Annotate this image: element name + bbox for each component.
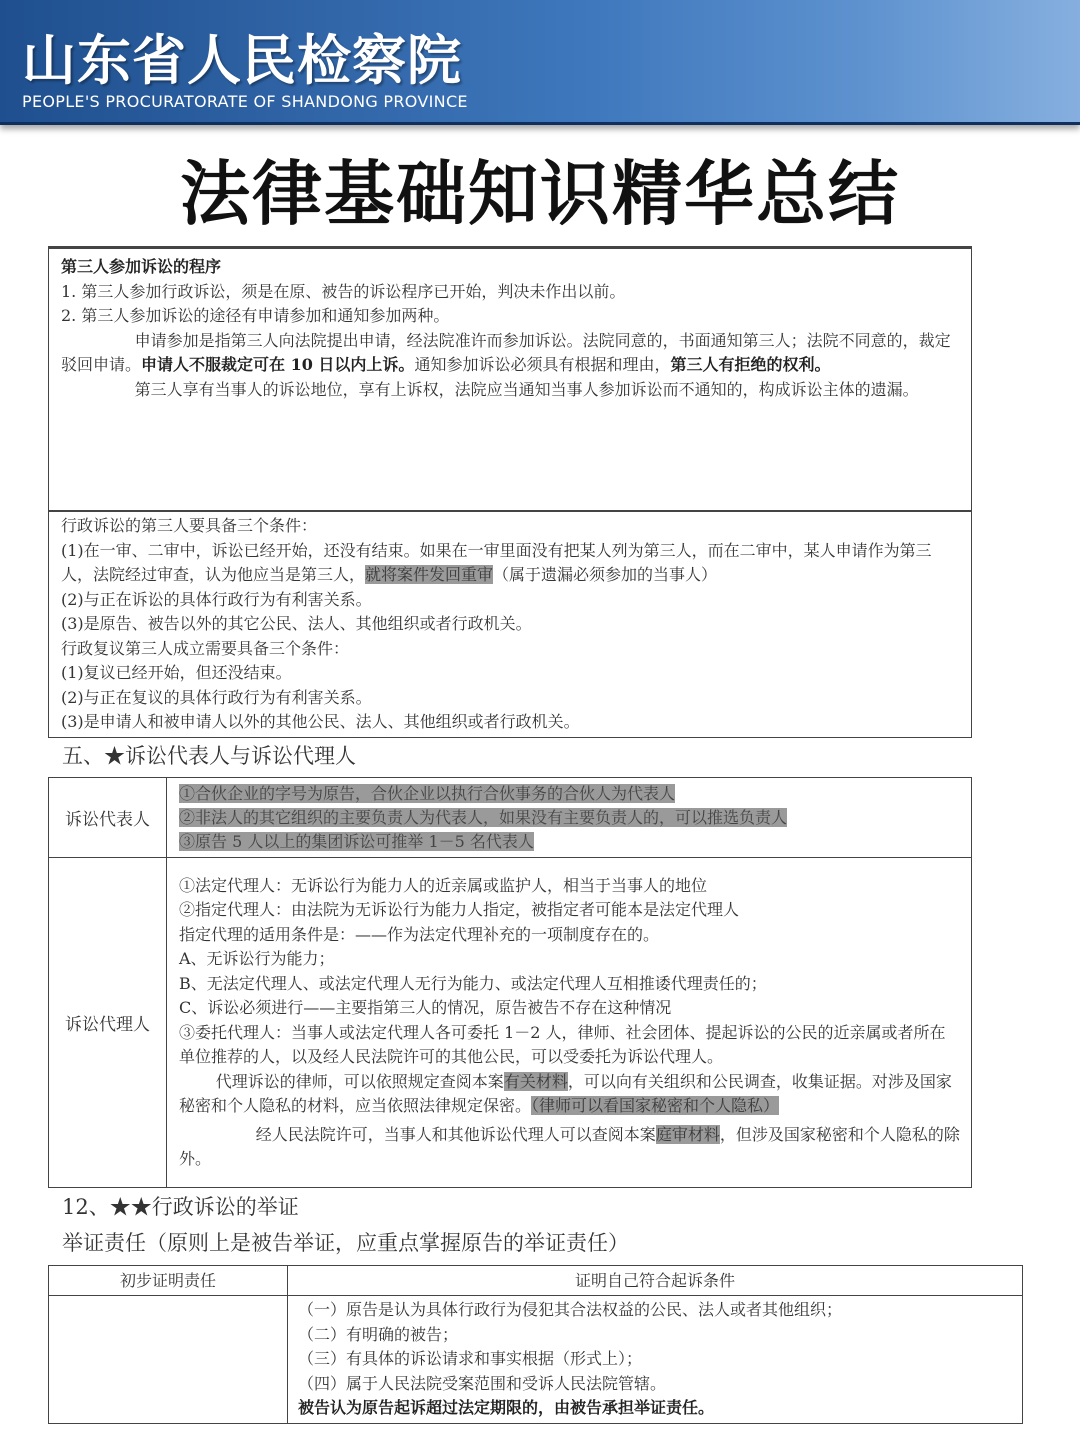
column-header-preliminary: 初步证明责任 xyxy=(49,1266,288,1296)
section1-line1: 1. 第三人参加行政诉讼，须是在原、被告的诉讼程序已开始，判决未作出以前。 xyxy=(61,281,626,301)
agent-para-parties: 经人民法院许可，当事人和其他诉讼代理人可以查阅本案庭审材料，但涉及国家秘密和个人隐私的除外。 xyxy=(179,1124,960,1168)
agent-line-5: B、无法定代理人、或法定代理人无行为能力、或法定代理人互相推诿代理责任的； xyxy=(179,973,767,993)
condition-item-3: （三）有具体的诉讼请求和事实根据（形式上）； xyxy=(298,1349,643,1368)
section1-para1: 申请参加是指第三人向法院提出申请，经法院准许而参加诉讼。法院同意的，书面通知第三人；法院不同意的，裁定驳回申请。申请人不服裁定可在 10 日以内上诉。通知参加诉讼必须具有根据和理由，第三人有拒绝的权利。 xyxy=(61,330,951,374)
row-label-representative: 诉讼代表人 xyxy=(49,778,167,858)
table-row xyxy=(49,1296,1023,1424)
evidence-subheading: 举证责任（原则上是被告举证，应重点掌握原告的举证责任） xyxy=(62,1231,629,1255)
agent-para-lawyer: 代理诉讼的律师，可以依照规定查阅本案有关材料，可以向有关组织和公民调查，收集证据。对涉及国家秘密和个人隐私的材料，应当依照法律规定保密。（律师可以看国家秘密和个人隐私） xyxy=(179,1071,952,1115)
section-third-party-conditions xyxy=(48,510,972,738)
column-header-conditions: 证明自己符合起诉条件 xyxy=(288,1266,1023,1296)
section2-condition-1: (1)在一审、二审中，诉讼已经开始，还没有结束。如果在一审里面没有把某人列为第三人，而在二审中，某人申请作为第三人，法院经过审查，认为他应当是第三人，就将案件发回重审（属于遗漏必须参加的当事人） xyxy=(61,540,932,584)
condition-item-4: （四）属于人民法院受案范围和受诉人民法院管辖。 xyxy=(298,1373,667,1393)
representative-item-3: ③原告 5 人以上的集团诉讼可推举 1－5 名代表人 xyxy=(179,831,534,851)
banner-subtitle: PEOPLE'S PROCURATORATE OF SHANDONG PROVINCE xyxy=(22,92,468,111)
agent-line-1: ①法定代理人：无诉讼行为能力人的近亲属或监护人，相当于当事人的地位 xyxy=(179,875,708,895)
agent-line-7: ③委托代理人：当事人或法定代理人各可委托 1－2 人，律师、社会团体、提起诉讼的公民的近亲属或者所在单位推荐的人，以及经人民法院许可的其他公民，可以受委托为诉讼代理人。 xyxy=(179,1022,946,1066)
section2-review-2: (2)与正在复议的具体行政行为有利害关系。 xyxy=(61,687,372,707)
condition-item-1: （一）原告是认为具体行政行为侵犯其合法权益的公民、法人或者其他组织； xyxy=(298,1300,843,1319)
table-row xyxy=(49,1266,1023,1296)
table-row xyxy=(49,858,972,1188)
agent-line-3: 指定代理的适用条件是：——作为法定代理补充的一项制度存在的。 xyxy=(179,924,660,944)
section2-review-1: (1)复议已经开始，但还没结束。 xyxy=(61,663,292,682)
representative-item-1: ①合伙企业的字号为原告，合伙企业以执行合伙事务的合伙人为代表人 xyxy=(179,783,676,803)
section1-line2: 2. 第三人参加诉讼的途径有申请参加和通知参加两种。 xyxy=(61,306,450,325)
representative-item-2: ②非法人的其它组织的主要负责人为代表人，如果没有主要负责人的，可以推选负责人 xyxy=(179,807,788,827)
agent-line-4: A、无诉讼行为能力； xyxy=(179,949,335,968)
section2-title: 行政诉讼的第三人要具备三个条件： xyxy=(61,516,318,535)
condition-note: 被告认为原告起诉超过法定期限的，由被告承担举证责任。 xyxy=(298,1398,715,1417)
section2-title2: 行政复议第三人成立需要具备三个条件： xyxy=(61,638,350,658)
section1-para2: 第三人享有当事人的诉讼地位，享有上诉权，法院应当通知当事人参加诉讼而不通知的，构成诉讼主体的遗漏。 xyxy=(134,379,919,399)
section2-condition-3: (3)是原告、被告以外的其它公民、法人、其他组织或者行政机关。 xyxy=(61,614,532,633)
heading-evidence: 12、★★行政诉讼的举证 xyxy=(62,1195,299,1219)
agent-line-2: ②指定代理人：由法院为无诉讼行为能力人指定，被指定者可能本是法定代理人 xyxy=(179,900,740,919)
row-label-agent: 诉讼代理人 xyxy=(49,858,167,1188)
section2-review-3: (3)是申请人和被申请人以外的其他公民、法人、其他组织或者行政机关。 xyxy=(61,712,580,731)
condition-item-2: （二）有明确的被告； xyxy=(298,1324,459,1344)
agent-line-6: C、诉讼必须进行——主要指第三人的情况，原告被告不存在这种情况 xyxy=(179,998,672,1017)
heading-representatives: 五、★诉讼代表人与诉讼代理人 xyxy=(62,744,356,768)
section2-condition-2: (2)与正在诉讼的具体行政行为有利害关系。 xyxy=(61,589,372,609)
header-banner xyxy=(0,0,1080,125)
document-title: 法律基础知识精华总结 xyxy=(180,153,900,235)
section-third-party-procedure xyxy=(48,246,972,512)
banner-title: 山东省人民检察院 xyxy=(22,28,462,92)
table-row xyxy=(49,778,972,858)
section1-title: 第三人参加诉讼的程序 xyxy=(61,257,222,276)
evidence-table xyxy=(48,1265,1023,1424)
representatives-table xyxy=(48,777,972,1188)
